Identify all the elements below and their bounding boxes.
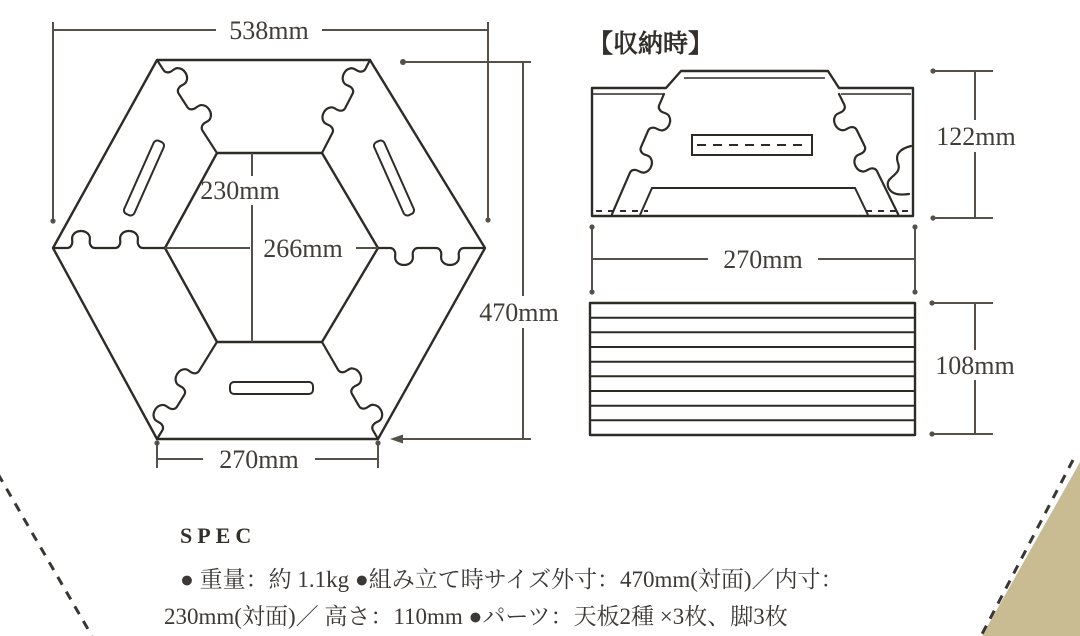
dim-230mm-label: 230mm xyxy=(200,176,280,205)
corner-dashed-edge-left xyxy=(0,474,92,636)
storage-side-view xyxy=(592,71,913,222)
dim-266mm-label: 266mm xyxy=(263,234,343,263)
dim-470mm-label: 470mm xyxy=(479,298,559,327)
puzzle-joint-top-left xyxy=(157,51,231,153)
storage-leg-board xyxy=(640,188,868,215)
storage-outline xyxy=(592,71,913,216)
spec-heading: SPEC xyxy=(180,523,257,548)
storage-puzzle-edge-right-detail xyxy=(888,146,911,195)
puzzle-joint-bottom-left xyxy=(143,333,217,439)
puzzle-joint-left xyxy=(53,231,165,248)
stored-state-heading: 【収納時】 xyxy=(588,31,714,58)
spec-line-1: ● 重量：約 1.1kg ●組み立て時サイズ外寸：470mm(対面)／内寸： xyxy=(180,567,844,592)
dim-538mm-label: 538mm xyxy=(229,16,309,45)
board-stack xyxy=(590,300,1015,436)
puzzle-joint-top-right xyxy=(307,52,370,152)
handle-slot-left xyxy=(123,139,166,217)
dim-270mm-bottom-label: 270mm xyxy=(219,445,299,474)
spec-line-2: 230mm(対面)／ 高さ：110mm ●パーツ：天板2種 ×3枚、脚3枚 xyxy=(164,604,788,629)
puzzle-joint-right xyxy=(378,248,485,265)
corner-accent-triangle xyxy=(982,462,1080,636)
storage-dimensions xyxy=(589,68,1015,294)
dim-108mm-label: 108mm xyxy=(935,351,1015,380)
handle-slot-right xyxy=(373,139,416,217)
handle-slot-bottom xyxy=(230,382,313,394)
puzzle-joint-bottom-right xyxy=(322,334,393,439)
dim-122mm-label: 122mm xyxy=(936,122,1016,151)
board-stack-outline xyxy=(590,303,915,435)
dim-270mm-stored-label: 270mm xyxy=(723,245,803,274)
spec-block xyxy=(164,523,844,629)
